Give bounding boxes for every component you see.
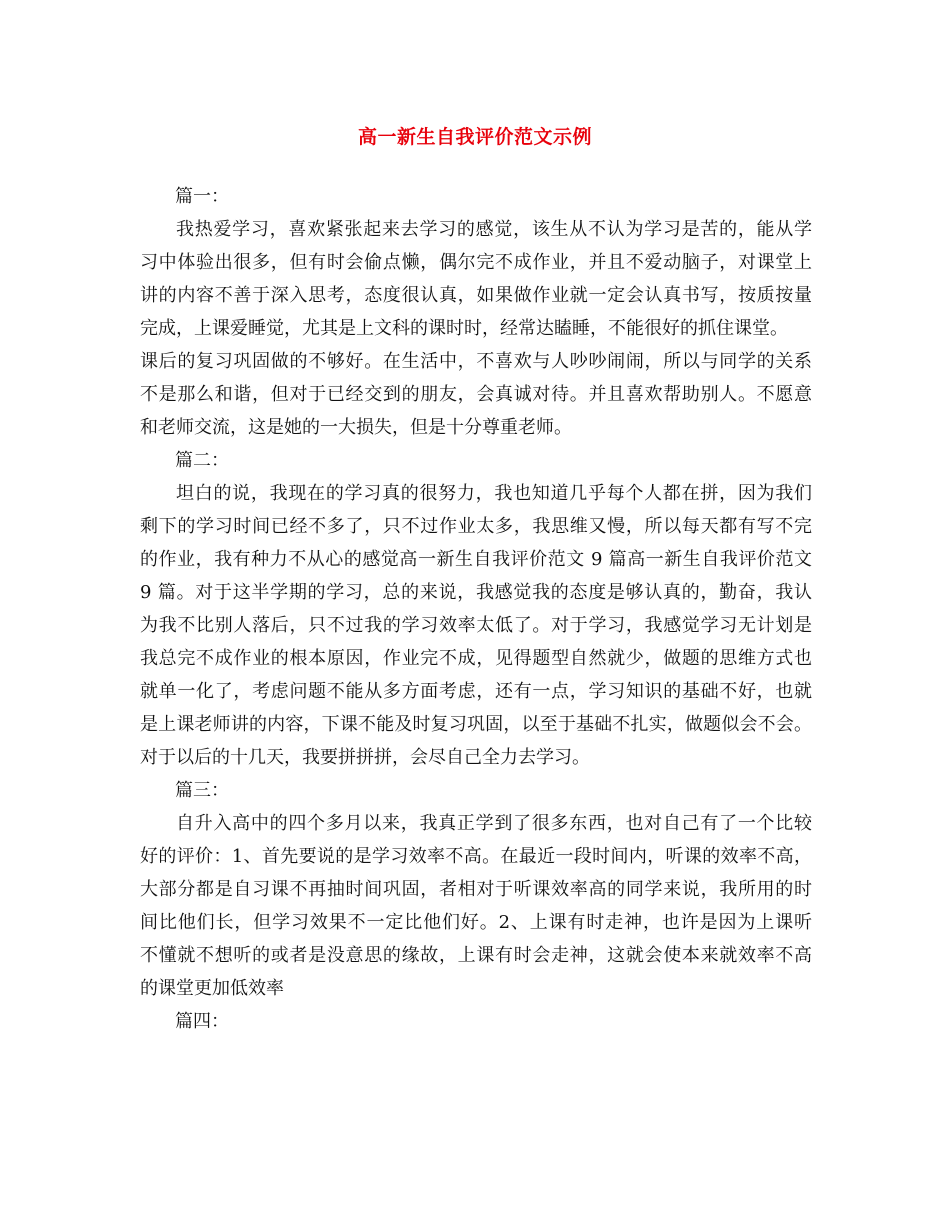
document-title: 高一新生自我评价范文示例 xyxy=(357,126,592,148)
section-heading: 篇三： xyxy=(175,780,229,801)
section-paragraph xyxy=(140,477,812,774)
text-line: 9 篇。对于这半学期的学习，总的来说，我感觉我的态度是够认真的，勤奋，我认 xyxy=(140,582,812,603)
section-heading: 篇四： xyxy=(175,1011,229,1032)
text-line: 习中体验出很多，但有时会偷点懒，偶尔完不成作业，并且不爱动脑子，对课堂上 xyxy=(140,252,812,273)
text-line: 为我不比别人落后，只不过我的学习效率太低了。对于学习，我感觉学习无计划是 xyxy=(140,615,812,636)
text-line: 的课堂更加低效率 xyxy=(140,978,284,999)
text-line: 不懂就不想听的或者是没意思的缘故，上课有时会走神，这就会使本来就效率不高 xyxy=(140,945,812,966)
section-heading: 篇一： xyxy=(175,186,229,207)
section-paragraph xyxy=(140,213,812,444)
text-line: 是上课老师讲的内容，下课不能及时复习巩固，以至于基础不扎实，做题似会不会。 xyxy=(140,714,812,735)
text-line: 自升入高中的四个多月以来，我真正学到了很多东西，也对自己有了一个比较 xyxy=(176,813,812,834)
document-body xyxy=(140,180,812,1038)
text-line: 课后的复习巩固做的不够好。在生活中，不喜欢与人吵吵闹闹，所以与同学的关系 xyxy=(140,351,812,372)
section-heading: 篇二： xyxy=(175,450,229,471)
text-line: 不是那么和谐，但对于已经交到的朋友，会真诚对待。并且喜欢帮助别人。不愿意 xyxy=(140,384,812,405)
text-line: 对于以后的十几天，我要拼拼拼，会尽自己全力去学习。 xyxy=(140,747,590,768)
text-line: 大部分都是自习课不再抽时间巩固，者相对于听课效率高的同学来说，我所用的时 xyxy=(140,879,812,900)
text-line: 的作业，我有种力不从心的感觉高一新生自我评价范文 9 篇高一新生自我评价范文 xyxy=(140,549,812,570)
section-paragraph xyxy=(140,807,812,1005)
text-line: 讲的内容不善于深入思考，态度很认真，如果做作业就一定会认真书写，按质按量 xyxy=(140,285,812,306)
text-line: 就单一化了，考虑问题不能从多方面考虑，还有一点，学习知识的基础不好，也就 xyxy=(140,681,812,702)
text-line: 好的评价：1、首先要说的是学习效率不高。在最近一段时间内，听课的效率不高， xyxy=(140,846,812,867)
text-line: 剩下的学习时间已经不多了，只不过作业太多，我思维又慢，所以每天都有写不完 xyxy=(140,516,812,537)
text-line: 我热爱学习，喜欢紧张起来去学习的感觉，该生从不认为学习是苦的，能从学 xyxy=(176,219,812,240)
text-line: 坦白的说，我现在的学习真的很努力，我也知道几乎每个人都在拼，因为我们 xyxy=(176,483,812,504)
text-line: 完成，上课爱睡觉，尤其是上文科的课时时，经常达瞌睡，不能很好的抓住课堂。 xyxy=(140,318,788,339)
text-line: 和老师交流，这是她的一大损失，但是十分尊重老师。 xyxy=(140,417,572,438)
text-line: 间比他们长，但学习效果不一定比他们好。2、上课有时走神，也许是因为上课听 xyxy=(140,912,812,933)
text-line: 我总完不成作业的根本原因，作业完不成，见得题型自然就少，做题的思维方式也 xyxy=(140,648,812,669)
